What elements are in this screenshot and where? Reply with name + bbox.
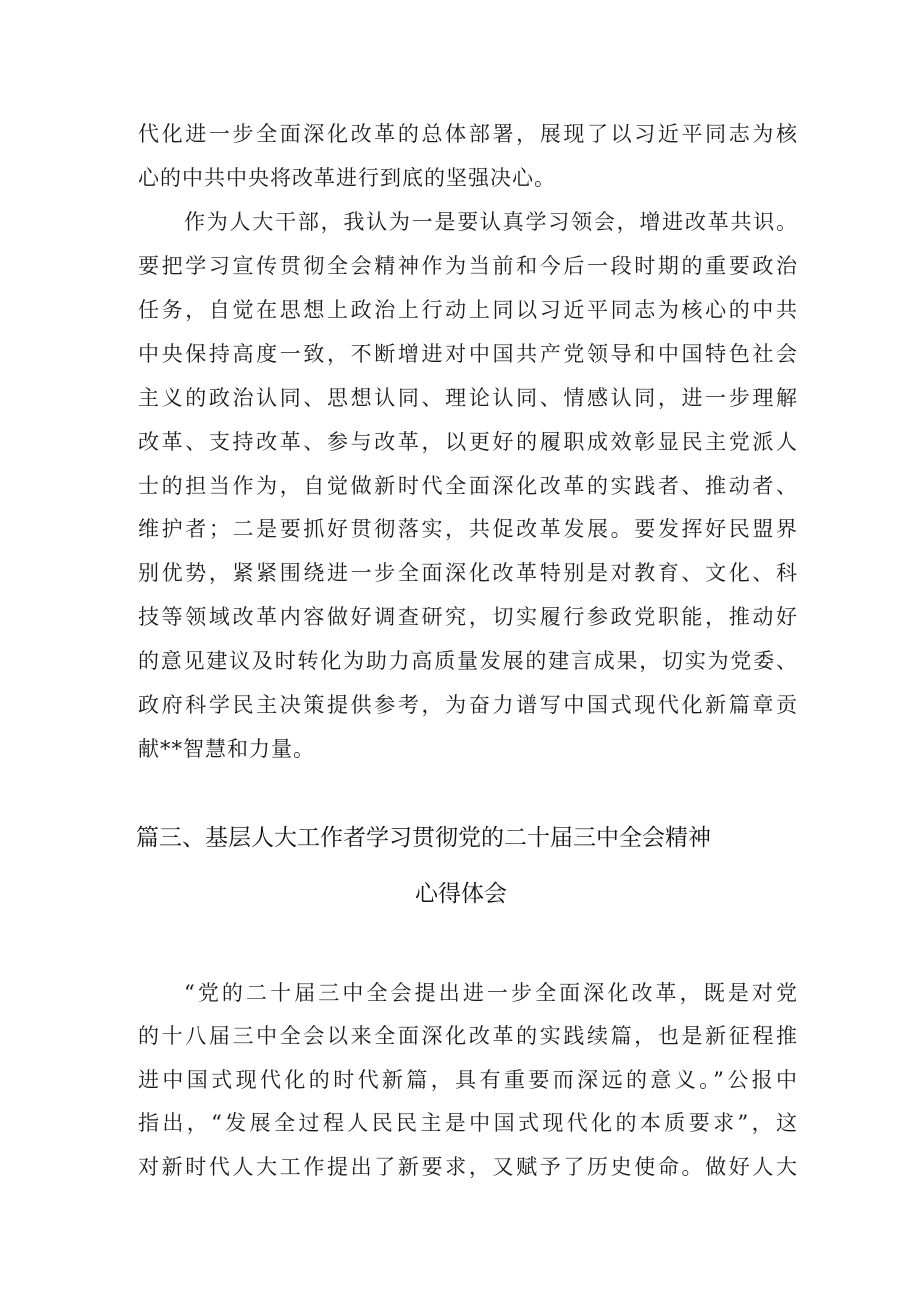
body-line: 政府科学民主决策提供参考，为奋力谱写中国式现代化新篇章贡 [138,693,798,717]
body-line: 献**智慧和力量。 [138,737,315,761]
body-line: 维护者；二是要抓好贯彻落实，共促改革发展。要发挥好民盟界 [138,517,798,541]
body-line: 要把学习宣传贯彻全会精神作为当前和今后一段时期的重要政治 [138,254,798,278]
body-line: 别优势，紧紧围绕进一步全面深化改革特别是对教育、文化、科 [138,561,798,585]
body-line: “党的二十届三中全会提出进一步全面深化改革，既是对党 [184,981,798,1005]
body-line: 作为人大干部，我认为一是要认真学习领会，增进改革共识。 [184,210,798,234]
body-line: 任务，自觉在思想上政治上行动上同以习近平同志为核心的中共 [138,298,798,322]
body-line: 主义的政治认同、思想认同、理论认同、情感认同，进一步理解 [138,386,798,410]
body-line: 技等领域改革内容做好调查研究，切实履行参政党职能，推动好 [138,605,798,629]
body-line: 的意见建议及时转化为助力高质量发展的建言成果，切实为党委、 [138,649,798,673]
body-line: 的十八届三中全会以来全面深化改革的实践续篇，也是新征程推 [138,1024,798,1048]
body-line: 中央保持高度一致，不断增进对中国共产党领导和中国特色社会 [138,342,798,366]
body-line: 改革、支持改革、参与改革，以更好的履职成效彰显民主党派人 [138,430,798,454]
body-line: 进中国式现代化的时代新篇，具有重要而深远的意义。”公报中 [138,1068,798,1092]
section-subtitle: 心得体会 [415,881,507,907]
body-line: 指出，“发展全过程人民民主是中国式现代化的本质要求”，这 [138,1111,798,1135]
body-line: 对新时代人大工作提出了新要求，又赋予了历史使命。做好人大 [138,1155,798,1179]
body-line: 士的担当作为，自觉做新时代全面深化改革的实践者、推动者、 [138,474,798,498]
body-line: 代化进一步全面深化改革的总体部署，展现了以习近平同志为核 [138,122,798,146]
section-title: 篇三、基层人大工作者学习贯彻党的二十届三中全会精神 [136,825,711,851]
body-line: 心的中共中央将改革进行到底的坚强决心。 [138,166,556,190]
